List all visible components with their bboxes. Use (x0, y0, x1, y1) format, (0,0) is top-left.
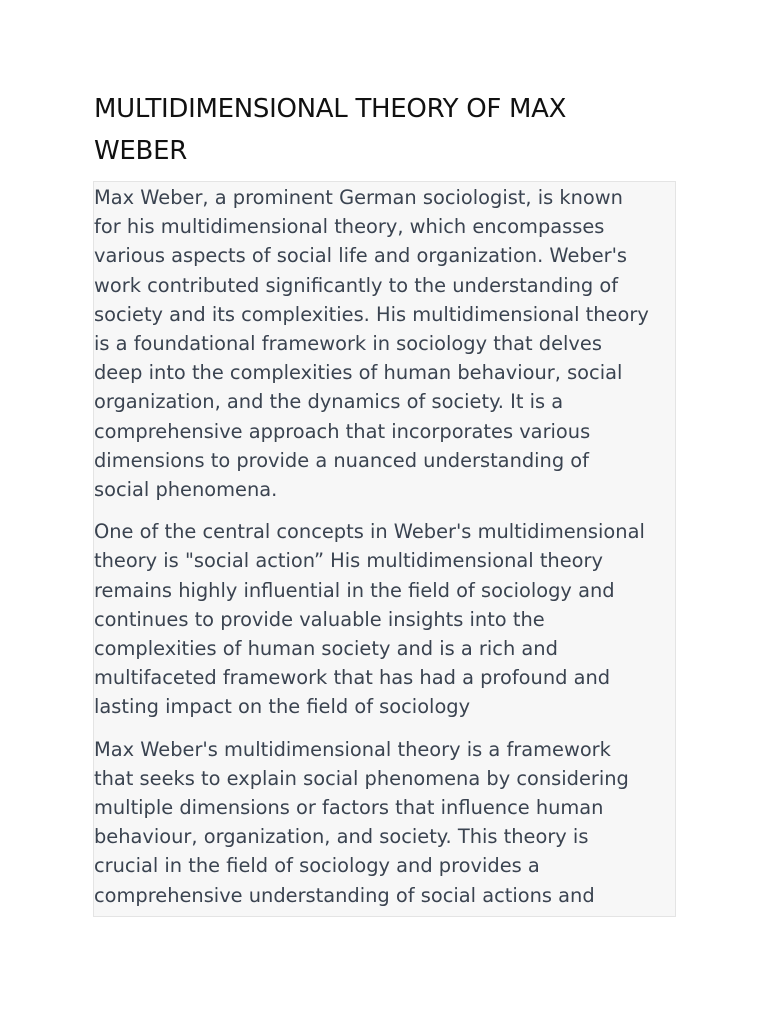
paragraph-2: One of the central concepts in Weber's multidimensional theory is "social action” His multidimensional theory remains highly influential in the field of sociology and continues to provide valuable insights into the complexities of human society and is a rich and multifaceted framework that has had a profound and lasting impact on the field of sociology (94, 520, 645, 719)
text-content-box[interactable] (93, 181, 676, 917)
document-title: MULTIDIMENSIONAL THEORY OF MAX WEBER (94, 94, 567, 166)
paragraph-1: Max Weber, a prominent German sociologist, is known for his multidimensional theory, which encompasses various aspects of social life and organization. Weber's work contributed significantly to the understanding of society and its complexities. His multidimensional theory is a foundational framework in sociology that delves deep into the complexities of human behaviour, social organization, and the dynamics of society. It is a comprehensive approach that incorporates various dimensions to provide a nuanced understanding of social phenomena. (94, 186, 649, 502)
paragraph-3: Max Weber's multidimensional theory is a framework that seeks to explain social phenomena by considering multiple dimensions or factors that influence human behaviour, organization, and society. This theory is crucial in the field of sociology and provides a comprehensive understanding of social actions and (94, 737, 629, 907)
